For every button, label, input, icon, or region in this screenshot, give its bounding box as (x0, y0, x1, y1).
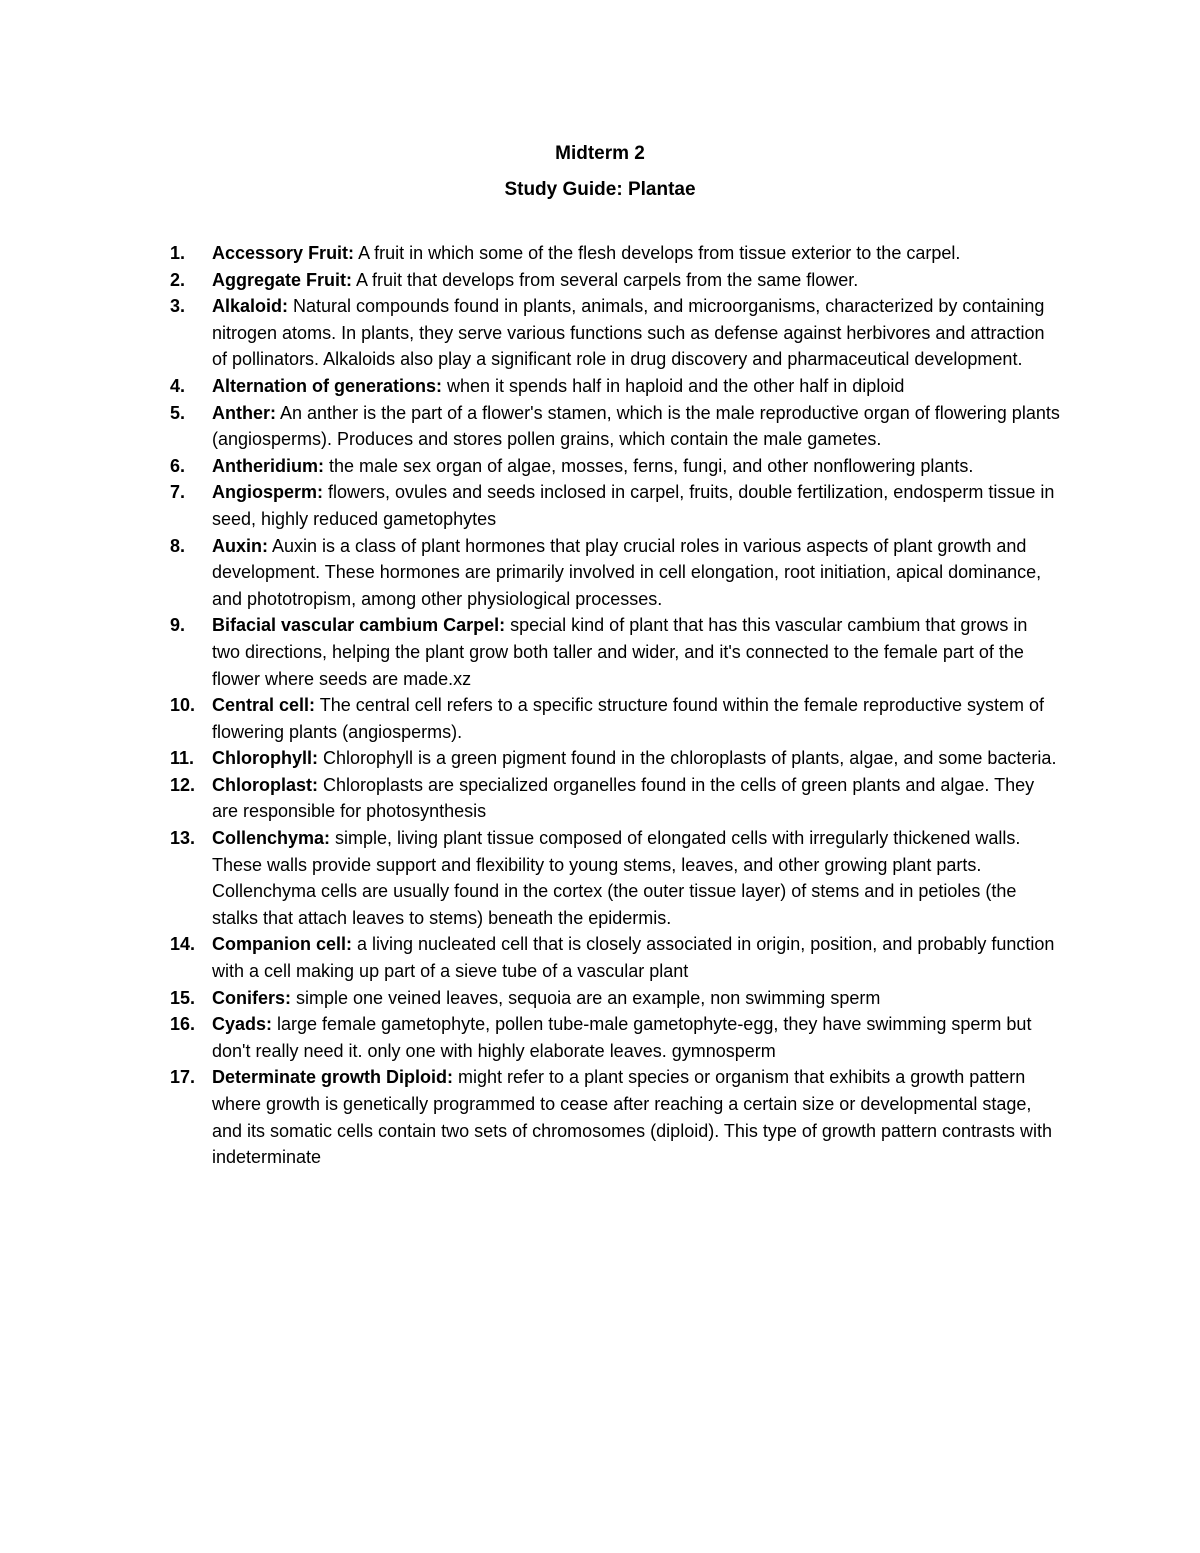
term-name: Conifers: (212, 987, 292, 1008)
item-number: 17. (170, 1067, 196, 1088)
item-number: 10. (170, 695, 196, 716)
list-item (170, 533, 1060, 613)
list-item (170, 772, 1060, 825)
term-definition: Chlorophyll is a green pigment found in the chloroplasts of plants, algae, and some bacteria. (318, 748, 1057, 769)
item-number: 2. (170, 269, 186, 290)
list-item (170, 400, 1060, 453)
term-definition: a living nucleated cell that is closely associated in origin, position, and probably function with a cell making up part of a sieve tube of a vascular plant (212, 934, 1055, 982)
list-item (170, 267, 1060, 294)
item-number: 15. (170, 987, 196, 1008)
item-number: 12. (170, 774, 196, 795)
item-number: 4. (170, 375, 186, 396)
page-title: Midterm 2 (555, 143, 645, 164)
term-definition: might refer to a plant species or organism that exhibits a growth pattern where growth is genetically programmed to cease after reaching a certain size or developmental stage, and its somatic cells contain two sets of chromosomes (diploid). This type of growth pattern contrasts with indeterminate (212, 1067, 1053, 1168)
list-item (170, 692, 1060, 745)
term-name: Accessory Fruit: (212, 243, 355, 263)
term-definition: flowers, ovules and seeds inclosed in carpel, fruits, double fertilization, endosperm tissue in seed, highly reduced gametophytes (212, 482, 1055, 529)
item-number: 1. (170, 243, 186, 263)
item-number: 13. (170, 828, 196, 849)
term-name: Alkaloid: (212, 296, 289, 317)
term-definition: simple, living plant tissue composed of elongated cells with irregularly thickened walls. These walls provide support and flexibility to young stems, leaves, and other growing plant parts. Collenchyma cells are usually found in the cortex (the outer tissue layer) of stems and in petioles (the stalks that attach leaves to stems) beneath the epidermis. (212, 828, 1021, 928)
list-item (170, 1011, 1060, 1064)
term-name: Companion cell: (212, 934, 353, 955)
term-definition: A fruit that develops from several carpels from the same flower. (352, 269, 859, 290)
item-number: 16. (170, 1014, 196, 1035)
item-number: 6. (170, 455, 186, 476)
term-definition: special kind of plant that has this vascular cambium that grows in two directions, helping the plant grow both taller and wider, and it's connected to the female part of the flower where seeds are made.xz (212, 615, 1028, 689)
list-item (170, 825, 1060, 931)
page-subtitle: Study Guide: Plantae (504, 179, 696, 200)
term-name: Collenchyma: (212, 828, 331, 849)
term-definition: A fruit in which some of the flesh develops from tissue exterior to the carpel. (354, 243, 961, 263)
item-number: 5. (170, 402, 186, 423)
term-name: Antheridium: (212, 455, 324, 476)
term-definition: the male sex organ of algae, mosses, ferns, fungi, and other nonflowering plants. (324, 455, 974, 476)
list-item (170, 1064, 1060, 1170)
list-item (170, 745, 1060, 772)
list-item (170, 479, 1060, 532)
term-name: Auxin: (212, 535, 268, 556)
term-definition: Chloroplasts are specialized organelles found in the cells of green plants and algae. They are responsible for photosynthesis (212, 774, 1035, 822)
item-number: 3. (170, 296, 186, 317)
term-definition: when it spends half in haploid and the other half in diploid (442, 375, 905, 396)
term-definition: An anther is the part of a flower's stamen, which is the male reproductive organ of flowering plants (angiosperms). Produces and stores pollen grains, which contain the male gametes. (212, 402, 1060, 450)
term-name: Chlorophyll: (212, 748, 318, 769)
list-item (170, 453, 1060, 480)
term-list (170, 240, 1060, 1171)
list-item (170, 293, 1060, 373)
list-item (170, 612, 1060, 692)
list-item (170, 240, 1060, 267)
list-item (170, 931, 1060, 984)
term-name: Bifacial vascular cambium Carpel: (212, 615, 506, 636)
term-definition: The central cell refers to a specific structure found within the female reproductive system of flowering plants (angiosperms). (212, 695, 1045, 742)
term-name: Cyads: (212, 1014, 273, 1035)
term-name: Angiosperm: (212, 482, 324, 503)
term-name: Aggregate Fruit: (212, 269, 353, 290)
term-name: Central cell: (212, 695, 316, 716)
list-item (170, 985, 1060, 1012)
term-name: Determinate growth Diploid: (212, 1067, 454, 1088)
item-number: 7. (170, 482, 186, 503)
item-number: 14. (170, 934, 196, 955)
item-number: 8. (170, 535, 186, 556)
term-definition: Natural compounds found in plants, animals, and microorganisms, characterized by containing nitrogen atoms. In plants, they serve various functions such as defense against herbivores and attraction of pollinators. Alkaloids also play a significant role in drug discovery and pharmaceutical development. (212, 296, 1045, 370)
term-definition: Auxin is a class of plant hormones that play crucial roles in various aspects of plant growth and development. These hormones are primarily involved in cell elongation, root initiation, apical dominance, and phototropism, among other physiological processes. (212, 535, 1042, 609)
term-name: Anther: (212, 402, 276, 423)
term-definition: simple one veined leaves, sequoia are an example, non swimming sperm (291, 987, 881, 1008)
term-definition: large female gametophyte, pollen tube-male gametophyte-egg, they have swimming sperm but don't really need it. only one with highly elaborate leaves. gymnosperm (212, 1014, 1032, 1061)
list-item (170, 373, 1060, 400)
item-number: 11. (170, 748, 195, 769)
item-number: 9. (170, 615, 186, 636)
term-name: Alternation of generations: (212, 375, 443, 396)
term-name: Chloroplast: (212, 774, 318, 795)
